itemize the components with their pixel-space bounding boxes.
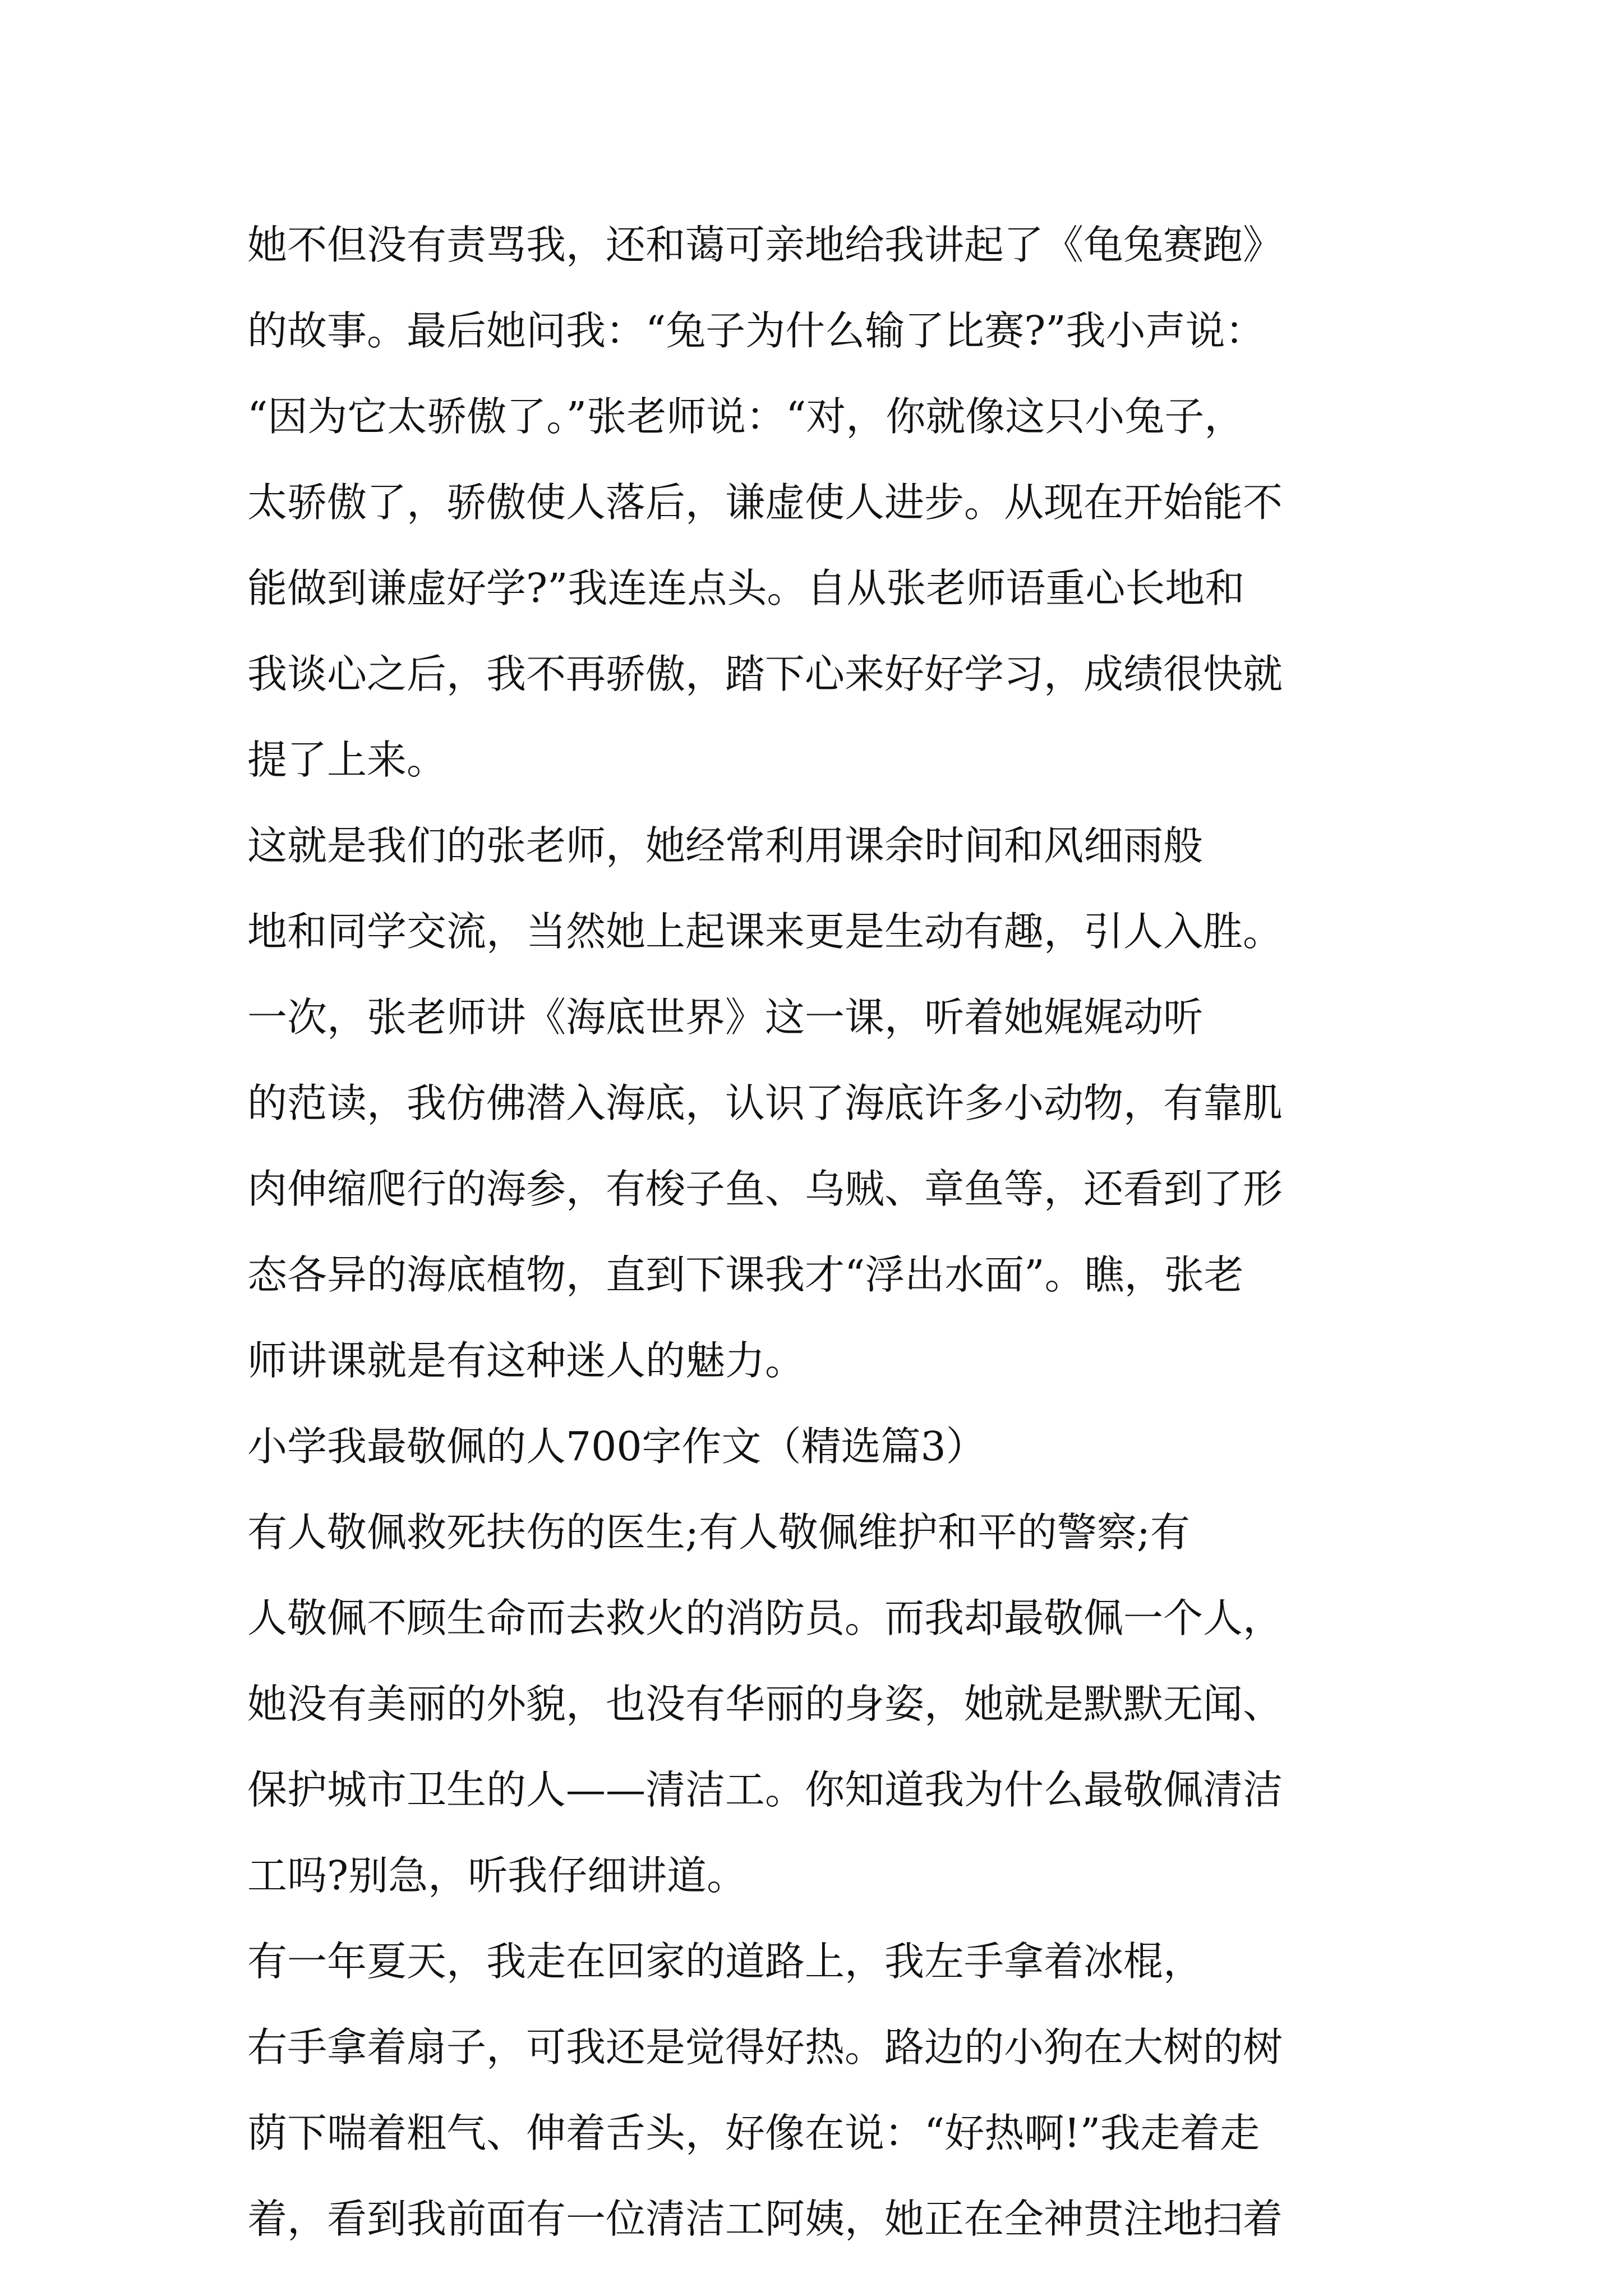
text-line: “因为它太骄傲了。”张老师说：“对，你就像这只小兔子， <box>247 393 1244 440</box>
text-line: 这就是我们的张老师，她经常利用课余时间和风细雨般 <box>247 822 1204 869</box>
text-line: 肉伸缩爬行的海参，有梭子鱼、乌贼、章鱼等，还看到了形 <box>247 1166 1283 1212</box>
text-line: 有一年夏天，我走在回家的道路上，我左手拿着冰棍， <box>247 1938 1204 1985</box>
text-line: 态各异的海底植物，直到下课我才“浮出水面”。瞧，张老 <box>247 1251 1244 1298</box>
text-line: 能做到谦虚好学?”我连连点头。自从张老师语重心长地和 <box>247 565 1245 611</box>
text-line: 荫下喘着粗气、伸着舌头，好像在说：“好热啊!”我走着走 <box>247 2110 1260 2156</box>
text-line: 的故事。最后她问我：“兔子为什么输了比赛?”我小声说： <box>247 307 1265 354</box>
text-line: 有人敬佩救死扶伤的医生;有人敬佩维护和平的警察;有 <box>247 1509 1190 1556</box>
text-line: 一次，张老师讲《海底世界》这一课，听着她娓娓动听 <box>247 994 1204 1041</box>
text-line: 着，看到我前面有一位清洁工阿姨，她正在全神贯注地扫着 <box>247 2196 1283 2242</box>
text-line: 右手拿着扇子，可我还是觉得好热。路边的小狗在大树的树 <box>247 2024 1283 2070</box>
text-line: 她没有美丽的外貌，也没有华丽的身姿，她就是默默无闻、 <box>247 1681 1283 1727</box>
text-line: 我谈心之后，我不再骄傲，踏下心来好好学习，成绩很快就 <box>247 651 1283 697</box>
text-line: 师讲课就是有这种迷人的魅力。 <box>247 1337 805 1384</box>
text-line: 人敬佩不顾生命而去救火的消防员。而我却最敬佩一个人， <box>247 1595 1283 1641</box>
text-line: 太骄傲了，骄傲使人落后，谦虚使人进步。从现在开始能不 <box>247 479 1283 526</box>
text-line: 小学我最敬佩的人700字作文（精选篇3） <box>247 1423 986 1470</box>
text-line: 地和同学交流，当然她上起课来更是生动有趣，引人入胜。 <box>247 908 1283 955</box>
text-line: 她不但没有责骂我，还和蔼可亲地给我讲起了《龟兔赛跑》 <box>247 222 1283 268</box>
text-line: 的范读，我仿佛潜入海底，认识了海底许多小动物，有靠肌 <box>247 1080 1283 1126</box>
essay-text <box>247 202 1403 2262</box>
text-line: 工吗?别急，听我仔细讲道。 <box>247 1852 747 1899</box>
text-line: 保护城市卫生的人——清洁工。你知道我为什么最敬佩清洁 <box>247 1766 1283 1813</box>
text-line: 提了上来。 <box>247 737 447 783</box>
